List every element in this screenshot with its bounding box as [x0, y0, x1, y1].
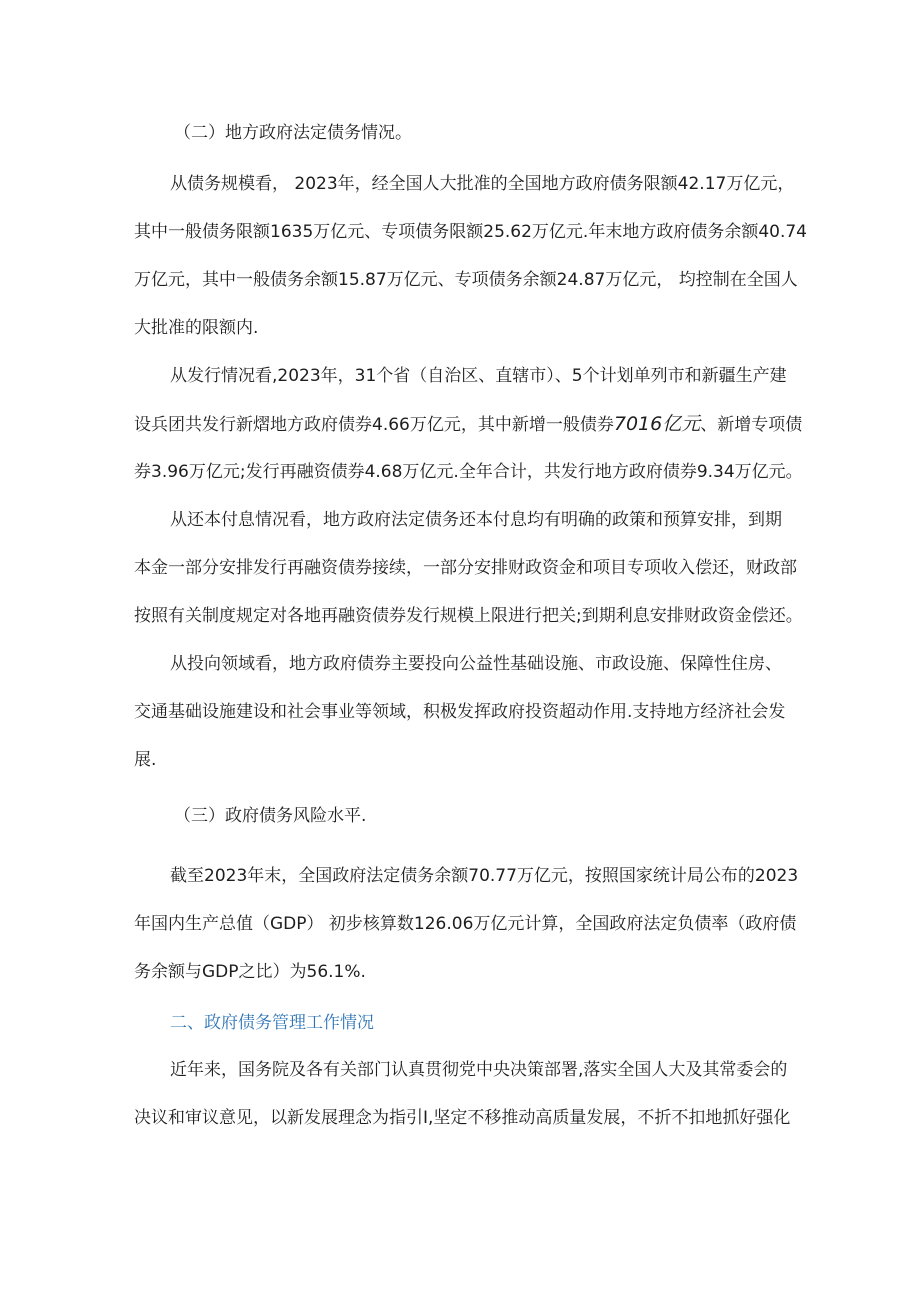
paragraph-investment	[134, 640, 790, 784]
text-line: 按照有关制度规定对各地再融资债券发行规模上限进行把关;到期利息安排财政资金偿还。	[134, 606, 803, 626]
text-line: 从债务规模看， 2023年，经全国人大批准的全国地方政府债务限额42.17万亿元，	[170, 174, 795, 194]
text-line: 本金一部分安排发行再融资债券接续，一部分安排财政资金和项目专项收入偿还，财政部	[134, 558, 797, 578]
text-line: 万亿元，其中一般债务余额15.87万亿元、专项债务余额24.87万亿元， 均控制在全国人	[134, 270, 798, 290]
paragraph-issuance	[134, 352, 803, 496]
text-segment: 设兵团共发行新熠地方政府债券4.66万亿元，其中新增一般债券	[134, 415, 614, 435]
paragraph-risk	[134, 852, 799, 996]
text-line: 交通基础设施建设和社会事业等领域，积极发挥政府投资超动作用.支持地方经济社会发	[134, 702, 786, 722]
italic-amount: 7016亿元	[613, 413, 701, 435]
section-heading-risk: （三）政府债务风险水平.	[174, 806, 367, 826]
section-heading-local-debt: （二）地方政府法定债务情况。	[174, 123, 412, 143]
text-line: 大批准的限额内.	[134, 318, 259, 338]
text-line: 从还本付息情况看，地方政府法定债务还本付息均有明确的政策和预算安排，到期	[170, 510, 782, 530]
text-segment: 、新增专项债	[700, 415, 803, 435]
text-line: 展.	[134, 750, 157, 770]
text-line: 截至2023年末，全国政府法定债务余额70.77万亿元，按照国家统计局公布的2023	[170, 866, 799, 886]
text-line: 年国内生产总值（GDP） 初步核算数126.06万亿元计算，全国政府法定负债率（政府债	[134, 914, 797, 934]
text-line: 务余额与GDP之比）为56.1%.	[134, 962, 366, 982]
paragraph-repayment	[134, 496, 803, 640]
paragraph-management	[134, 1046, 790, 1142]
text-line	[134, 400, 803, 448]
text-line: 决议和审议意见，以新发展理念为指引I,坚定不移推动高质量发展，不折不扣地抓好强化	[134, 1108, 791, 1128]
section-heading-management: 二、政府债务管理工作情况	[170, 1013, 374, 1033]
text-line: 近年来，国务院及各有关部门认真贯彻党中央决策部署,落实全国人大及其常委会的	[170, 1060, 788, 1080]
text-line: 券3.96万亿元;发行再融资债券4.68万亿元.全年合计，共发行地方政府债券9.34万亿元。	[134, 462, 803, 482]
text-line: 其中一般债务限额1635万亿元、专项债务限额25.62万亿元.年末地方政府债务余额40.74	[134, 222, 808, 242]
paragraph-debt-scale	[134, 160, 808, 352]
text-line: 从投向领域看，地方政府债券主要投向公益性基础设施、市政设施、保障性住房、	[170, 654, 782, 674]
text-line: 从发行情况看,2023年，31个省（自治区、直辖市）、5个计划单列市和新疆生产建	[170, 366, 787, 386]
